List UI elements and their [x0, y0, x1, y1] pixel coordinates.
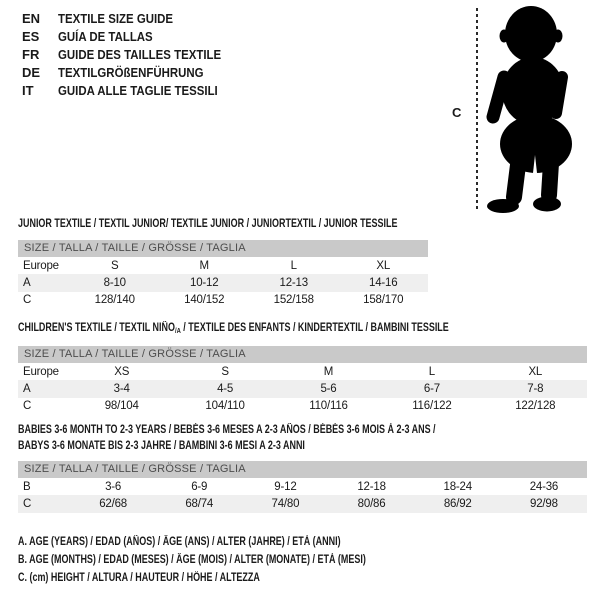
height-measure-dashed-line	[476, 8, 478, 212]
cell: 6-7	[423, 382, 440, 395]
note-age-years: A. AGE (YEARS) / EDAD (AÑOS) / ÂGE (ANS) / ALTER (JAHRE) / ETÀ (ANNI)	[18, 536, 341, 548]
row-label: A	[23, 382, 31, 395]
column-header: M	[199, 259, 209, 272]
table-row-a	[18, 274, 428, 291]
cell: 10-12	[190, 276, 219, 289]
language-label: GUIDE DES TAILLES TEXTILE	[58, 46, 222, 62]
cell: 4-5	[217, 382, 234, 395]
language-label: TEXTILE SIZE GUIDE	[58, 11, 174, 27]
language-label: GUÍA DE TALLAS	[58, 29, 153, 45]
height-measure-label: C	[452, 105, 462, 120]
language-label: GUIDA ALLE TAGLIE TESSILI	[58, 82, 218, 98]
cell: 12-18	[357, 480, 386, 493]
language-row-de	[22, 63, 243, 81]
cell: 5-6	[320, 382, 337, 395]
section-title-junior-text: JUNIOR TEXTILE / TEXTIL JUNIOR/ TEXTILE JUNIOR / JUNIORTEXTIL / JUNIOR TESSILE	[18, 218, 398, 230]
section-title-junior	[18, 217, 504, 233]
junior-size-table	[18, 240, 428, 309]
cell: 110/116	[309, 400, 348, 413]
cell: 152/158	[273, 294, 314, 307]
cell: 12-13	[279, 276, 308, 289]
table-header-row	[18, 363, 587, 380]
cell: 122/128	[515, 400, 556, 413]
column-header: M	[323, 365, 334, 378]
cell: 24-36	[529, 480, 559, 493]
legend-notes	[18, 533, 464, 587]
column-header: S	[221, 365, 229, 378]
size-header-bar: SIZE / TALLA / TAILLE / GRÖSSE / TAGLIA	[18, 461, 587, 478]
cell: 62/68	[99, 497, 127, 510]
babies-size-table	[18, 461, 587, 513]
language-code: FR	[22, 46, 40, 62]
cell: 68/74	[185, 497, 214, 510]
row-label: C	[23, 497, 32, 510]
size-header-bar: SIZE / TALLA / TAILLE / GRÖSSE / TAGLIA	[18, 346, 587, 363]
section-title-babies	[18, 423, 553, 454]
cell: 80/86	[357, 497, 386, 510]
language-code: IT	[22, 82, 34, 98]
language-code: ES	[22, 29, 40, 45]
column-header: XL	[528, 365, 543, 378]
cell: 74/80	[271, 497, 300, 510]
column-header: S	[111, 259, 119, 272]
column-header: XL	[376, 259, 391, 272]
row-label: C	[23, 400, 32, 413]
cell: 140/152	[184, 294, 225, 307]
row-label: B	[23, 480, 31, 493]
cell: 158/170	[363, 294, 404, 307]
language-list	[22, 10, 243, 99]
cell: 92/98	[530, 497, 558, 510]
table-row-c	[18, 292, 428, 309]
cell: 3-6	[105, 480, 122, 493]
language-row-es	[22, 28, 243, 46]
cell: 98/104	[104, 400, 139, 413]
cell: 8-10	[103, 276, 126, 289]
section-title-babies-line2: BABYS 3-6 MONATE BIS 2-3 JAHRE / BAMBINI 3-6 MESI A 2-3 ANNI	[18, 439, 305, 452]
cell: 3-4	[113, 382, 130, 395]
table-row-b	[18, 478, 587, 495]
size-header-bar: SIZE / TALLA / TAILLE / GRÖSSE / TAGLIA	[18, 240, 428, 257]
column-header: L	[428, 365, 435, 378]
note-height-cm: C. (cm) HEIGHT / ALTURA / HAUTEUR / HÖHE / ALTEZZA	[18, 572, 260, 584]
note-age-months: B. AGE (MONTHS) / EDAD (MESES) / ÂGE (MOIS) / ALTER (MONATE) / ETÀ (MESI)	[18, 554, 366, 566]
section-title-children	[18, 321, 570, 339]
row-label: Europe	[23, 259, 59, 272]
column-header: XS	[114, 365, 130, 378]
language-label: TEXTILGRÖßENFÜHRUNG	[58, 64, 204, 80]
row-label: C	[23, 294, 32, 307]
cell: 104/110	[205, 400, 245, 413]
baby-silhouette-icon	[483, 3, 589, 215]
row-label: Europe	[23, 365, 59, 378]
section-title-children-text: CHILDREN'S TEXTILE / TEXTIL $NIÑO_{/A}$ / TEXTILE DES ENFANTS / KINDERTEXTIL / BAMBINI TESSILE	[18, 322, 449, 335]
subscript: /A	[174, 326, 181, 335]
table-row-c	[18, 398, 587, 415]
cell: 116/122	[412, 400, 452, 413]
children-size-table	[18, 346, 587, 415]
language-row-en	[22, 10, 243, 28]
row-label: A	[23, 276, 31, 289]
cell: 6-9	[191, 480, 208, 493]
cell: 14-16	[369, 276, 398, 289]
table-row-c	[18, 495, 587, 512]
language-code: DE	[22, 64, 41, 80]
language-code: EN	[22, 11, 41, 27]
cell: 128/140	[94, 294, 135, 307]
section-title-babies-line1: BABIES 3-6 MONTH TO 2-3 YEARS / BEBÉS 3-6 MESES A 2-3 AÑOS / BÉBÉS 3-6 MOIS À 2-3 ANS /	[18, 424, 436, 436]
cell: 9-12	[274, 480, 297, 493]
cell: 86/92	[443, 497, 472, 510]
cell: 18-24	[443, 480, 472, 493]
language-row-fr	[22, 46, 243, 64]
table-row-a	[18, 380, 587, 397]
cell: 7-8	[527, 382, 544, 395]
language-row-it	[22, 81, 243, 99]
table-header-row	[18, 257, 428, 274]
column-header: L	[290, 259, 297, 272]
